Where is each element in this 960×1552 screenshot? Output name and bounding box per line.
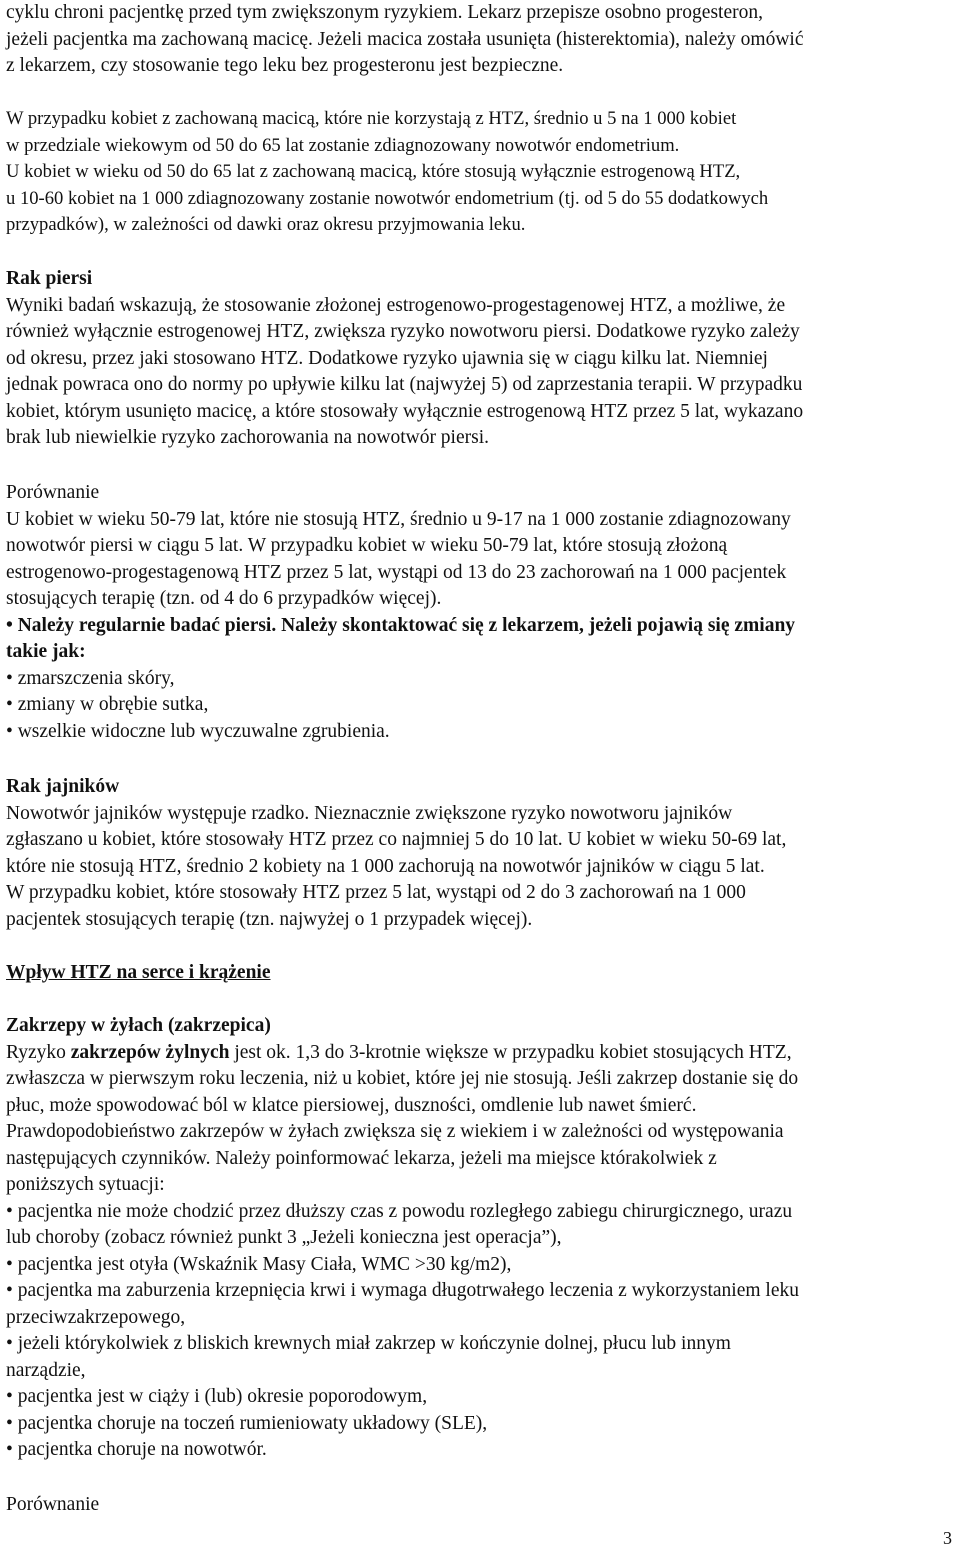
- text-line: zwłaszcza w pierwszym roku leczenia, niż u kobiet, które jej nie stosują. Jeśli zakrzep dostanie się do: [6, 1068, 799, 1089]
- heart-section-title-block: [6, 960, 946, 987]
- text-line: następujących czynników. Należy poinformować lekarza, jeżeli ma miejsce którakolwiek z: [6, 1147, 717, 1169]
- text-fragment: jest ok. 1,3 do 3-krotnie większe w przypadku kobiet stosujących HTZ,: [229, 1041, 792, 1063]
- section-heading: Zakrzepy w żyłach (zakrzepica): [6, 1015, 271, 1036]
- text-line: u 10-60 kobiet na 1 000 zdiagnozowany zostanie nowotwór endometrium (tj. od 5 do 55 dodatkowych: [6, 187, 769, 209]
- section-heading: Rak jajników: [6, 776, 120, 797]
- bullet-item: • pacjentka choruje na toczeń rumieniowaty układowy (SLE),: [6, 1412, 488, 1434]
- text-line: lub choroby (zobacz również punkt 3 „Jeżeli konieczna jest operacja”),: [6, 1227, 562, 1248]
- text-line: W przypadku kobiet z zachowaną macicą, które nie korzystają z HTZ, średnio u 5 na 1 000 kobiet: [6, 108, 737, 129]
- breast-cancer-section: [6, 266, 946, 452]
- bullet-item: • pacjentka choruje na nowotwór.: [6, 1439, 267, 1460]
- text-line: kobiet, którym usunięto macicę, a które stosowały wyłącznie estrogenową HTZ przez 5 lat, wykazano: [6, 400, 804, 422]
- text-line: przeciwzakrzepowego,: [6, 1306, 186, 1328]
- text-line: [6, 1040, 946, 1067]
- warning-line: • Należy regularnie badać piersi. Należy skontaktować się z lekarzem, jeżeli pojawią się zmiany: [6, 614, 796, 636]
- text-line: narządzie,: [6, 1359, 86, 1381]
- text-fragment: Ryzyko: [6, 1041, 71, 1063]
- ovarian-cancer-section: [6, 774, 946, 933]
- bullet-item: • pacjentka ma zaburzenia krzepnięcia krwi i wymaga długotrwałego leczenia z wykorzystaniem leku: [6, 1280, 799, 1301]
- text-line: zgłaszano u kobiet, które stosowały HTZ przez co najmniej 5 do 10 lat. U kobiet w wieku 50-69 lat,: [6, 829, 787, 850]
- text-line: estrogenowo-progestagenową HTZ przez 5 lat, wystąpi od 13 do 23 zachorowań na 1 000 pacjentek: [6, 561, 787, 583]
- subheading: Porównanie: [6, 482, 100, 503]
- venous-clots-section: [6, 1013, 946, 1464]
- text-line: cyklu chroni pacjentkę przed tym zwiększonym ryzykiem. Lekarz przepisze osobno progesteron,: [6, 2, 763, 23]
- comparison-section-2: [6, 1492, 946, 1519]
- page-number: 3: [943, 1528, 952, 1548]
- text-line: stosujących terapię (tzn. od 4 do 6 przypadków więcej).: [6, 588, 442, 609]
- endometrium-paragraph: [6, 106, 946, 239]
- text-line: z lekarzem, czy stosowanie tego leku bez progesteronu jest bezpieczne.: [6, 55, 564, 76]
- text-line: jeżeli pacjentka ma zachowaną macicę. Jeżeli macica została usunięta (histerektomia), należy omówić: [6, 28, 804, 50]
- text-line: przypadków), w zależności od dawki oraz okresu przyjmowania leku.: [6, 214, 526, 235]
- text-line: U kobiet w wieku od 50 do 65 lat z zachowaną macicą, które stosują wyłącznie estrogenową HTZ,: [6, 161, 741, 182]
- text-line: które nie stosują HTZ, średnio 2 kobiety na 1 000 zachorują na nowotwór jajników w ciągu 5 lat.: [6, 855, 765, 877]
- bullet-item: • zmiany w obrębie sutka,: [6, 694, 209, 715]
- text-line: od okresu, przez jaki stosowano HTZ. Dodatkowe ryzyko ujawnia się w ciągu kilku lat. Niemniej: [6, 347, 768, 369]
- subheading: Porównanie: [6, 1494, 100, 1515]
- text-line: U kobiet w wieku 50-79 lat, które nie stosują HTZ, średnio u 9-17 na 1 000 zostanie zdiagnozowany: [6, 508, 791, 530]
- bullet-item: • wszelkie widoczne lub wyczuwalne zgrubienia.: [6, 720, 390, 742]
- text-line: płuc, może spowodować ból w klatce piersiowej, duszności, omdlenie lub nawet śmierć.: [6, 1094, 697, 1116]
- text-line: Prawdopodobieństwo zakrzepów w żyłach zwiększa się z wiekiem i w zależności od występowania: [6, 1121, 784, 1142]
- bullet-item: • jeżeli którykolwiek z bliskich krewnych miał zakrzep w kończynie dolnej, płucu lub innym: [6, 1333, 731, 1354]
- section-title: Wpływ HTZ na serce i krążenie: [6, 962, 271, 983]
- bold-term: zakrzepów żylnych: [70, 1041, 230, 1063]
- text-line: Nowotwór jajników występuje rzadko. Nieznacznie zwiększone ryzyko nowotworu jajników: [6, 802, 733, 824]
- text-line: jednak powraca ono do normy po upływie kilku lat (najwyżej 5) od zaprzestania terapii. W przypadku: [6, 374, 803, 395]
- section-heading: Rak piersi: [6, 268, 93, 289]
- top-continuation-paragraph: [6, 0, 946, 80]
- warning-line: takie jak:: [6, 641, 86, 662]
- text-line: Wyniki badań wskazują, że stosowanie złożonej estrogenowo-progestagenowej HTZ, a możliwe, że: [6, 294, 786, 316]
- bullet-item: • pacjentka jest w ciąży i (lub) okresie poporodowym,: [6, 1386, 428, 1407]
- text-line: nowotwór piersi w ciągu 5 lat. W przypadku kobiet w wieku 50-79 lat, które stosują złożoną: [6, 535, 728, 556]
- text-line: brak lub niewielkie ryzyko zachorowania na nowotwór piersi.: [6, 427, 490, 448]
- text-line: w przedziale wiekowym od 50 do 65 lat zostanie zdiagnozowany nowotwór endometrium.: [6, 134, 680, 156]
- text-line: poniższych sytuacji:: [6, 1174, 165, 1195]
- bullet-item: • pacjentka nie może chodzić przez dłuższy czas z powodu rozległego zabiegu chirurgicznego, urazu: [6, 1200, 793, 1222]
- text-line: W przypadku kobiet, które stosowały HTZ przez 5 lat, wystąpi od 2 do 3 zachorowań na 1 000: [6, 882, 746, 903]
- comparison-section-1: [6, 480, 946, 745]
- text-line: również wyłącznie estrogenowej HTZ, zwiększa ryzyko nowotworu piersi. Dodatkowe ryzyko zależy: [6, 321, 800, 342]
- text-line: pacjentek stosujących terapię (tzn. najwyżej o 1 przypadek więcej).: [6, 908, 533, 930]
- bullet-item: • pacjentka jest otyła (Wskaźnik Masy Ciała, WMC >30 kg/m2),: [6, 1253, 512, 1275]
- bullet-item: • zmarszczenia skóry,: [6, 667, 175, 689]
